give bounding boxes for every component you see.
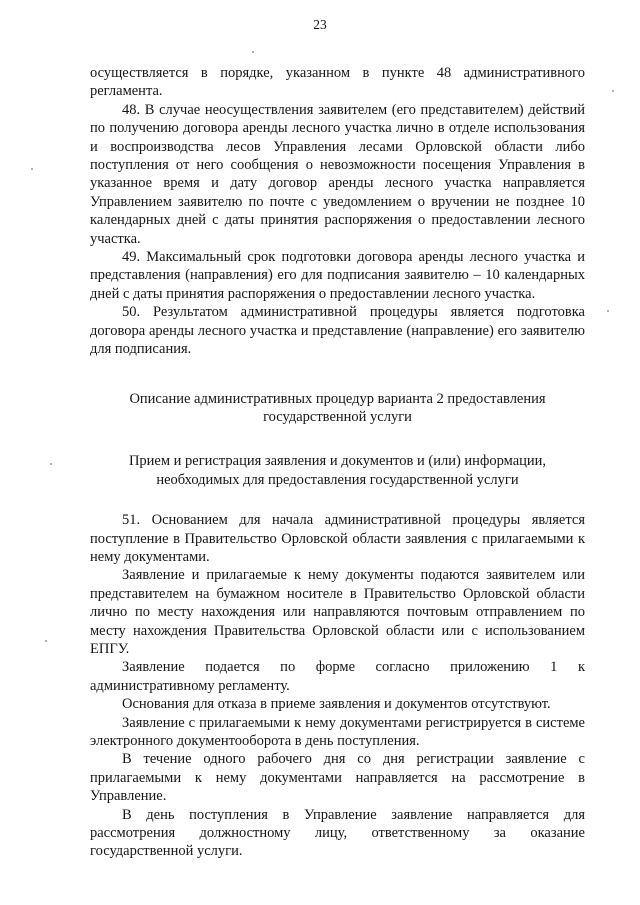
scan-speck	[252, 51, 254, 53]
document-body	[90, 64, 585, 861]
scan-speck	[607, 310, 609, 312]
paragraph-registration: Заявление с прилагаемыми к нему документами регистрируется в системе электронного документооборота в день поступления.	[90, 714, 585, 749]
scan-speck	[612, 90, 614, 92]
scan-speck	[50, 463, 52, 465]
scan-speck	[45, 640, 47, 642]
paragraph-submission: Заявление и прилагаемые к нему документы подаются заявителем или представителем на бумажном носителе в Правительство Орловской области лично по месту нахождения или направляются почтовым отправлением по месту нахождения Правительства Орловской области или с использованием ЕПГУ.	[90, 567, 585, 657]
paragraph-continuation: осуществляется в порядке, указанном в пункте 48 административного регламента.	[90, 65, 585, 100]
paragraph-form: Заявление подается по форме согласно приложению 1 к административному регламенту.	[90, 659, 585, 694]
paragraph-48: 48. В случае неосуществления заявителем (его представителем) действий по получению договора аренды лесного участка лично в отделе использования и воспроизводства лесов Управления лесами Орловской области либо поступления от него сообщения о невозможности посещения Управления в указанное время и дату договор аренды лесного участка направляется Управлением заявителю по почте с уведомлением о вручении не позднее 10 календарных дней с даты принятия распоряжения о предоставлении лесного участка.	[90, 101, 585, 247]
paragraph-51: 51. Основанием для начала административной процедуры является поступление в Правительство Орловской области заявления с прилагаемыми к нему документами.	[90, 512, 585, 565]
paragraph-review: В день поступления в Управление заявление направляется для рассмотрения должностному лицу, ответственному за оказание государственной услуги.	[90, 806, 585, 860]
paragraph-50: 50. Результатом административной процедуры является подготовка договора аренды лесного участка и представление (направление) его заявителю для подписания.	[90, 304, 585, 358]
section-heading: Описание административных процедур варианта 2 предоставления государственной услуги	[129, 390, 546, 425]
scan-speck	[31, 168, 33, 170]
page-number: 23	[313, 17, 327, 32]
paragraph-refusal: Основания для отказа в приеме заявления и документов отсутствуют.	[122, 696, 551, 713]
paragraph-49: 49. Максимальный срок подготовки договора аренды лесного участка и представления (направления) его для подписания заявителю – 10 календарных дней с даты принятия распоряжения о предоставлении лесного участка.	[90, 249, 585, 302]
paragraph-forwarding: В течение одного рабочего дня со дня регистрации заявление с прилагаемыми к нему документами направляется на рассмотрение в Управление.	[90, 751, 585, 805]
subsection-heading: Прием и регистрация заявления и документов и (или) информации, необходимых для предоставления государственной услуги	[128, 453, 547, 488]
